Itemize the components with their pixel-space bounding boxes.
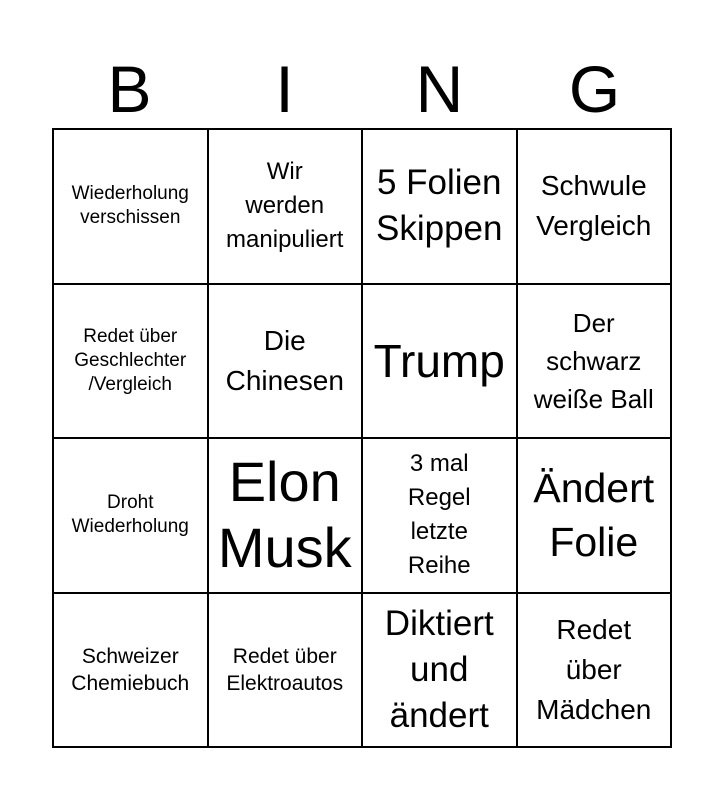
cell-text: Diktiert und ändert — [384, 603, 494, 735]
bingo-cell-r1c3[interactable] — [363, 130, 518, 285]
bingo-header — [52, 50, 672, 128]
bingo-cell-r2c3[interactable] — [363, 285, 518, 440]
cell-text: Schweizer Chemiebuch — [71, 644, 190, 695]
cell-text: Wir werden manipuliert — [226, 158, 344, 254]
cell-text: Elon Musk — [217, 450, 352, 580]
bingo-cell-r2c2[interactable] — [209, 285, 364, 440]
bingo-cell-r3c3[interactable] — [363, 439, 518, 594]
header-letter-g: G — [568, 52, 621, 126]
bingo-cell-r4c2[interactable] — [209, 594, 364, 749]
bingo-cell-r2c4[interactable] — [518, 285, 673, 440]
cell-text: 5 Folien Skippen — [376, 163, 503, 249]
cell-text: Redet über Geschlechter /Vergleich — [74, 325, 187, 395]
bingo-cell-r3c4[interactable] — [518, 439, 673, 594]
cell-text: Der schwarz weiße Ball — [533, 307, 654, 414]
cell-text: Redet über Mädchen — [536, 613, 652, 725]
cell-text: Die Chinesen — [225, 324, 344, 396]
header-letter-b: B — [107, 52, 152, 126]
cell-text: Schwule Vergleich — [536, 170, 652, 242]
bingo-cell-r4c1[interactable] — [54, 594, 209, 749]
bingo-cell-r1c2[interactable] — [209, 130, 364, 285]
bingo-cell-r4c4[interactable] — [518, 594, 673, 749]
cell-text: Redet über Elektroautos — [226, 644, 344, 695]
bingo-cell-r3c2[interactable] — [209, 439, 364, 594]
bingo-cell-r3c1[interactable] — [54, 439, 209, 594]
bingo-cell-r1c1[interactable] — [54, 130, 209, 285]
bingo-cell-r2c1[interactable] — [54, 285, 209, 440]
cell-text: Ändert Folie — [533, 465, 655, 566]
cell-text: Trump — [373, 334, 505, 387]
header-letter-i: I — [275, 52, 294, 126]
bingo-board — [52, 128, 672, 748]
cell-text: 3 mal Regel letzte Reihe — [407, 450, 471, 580]
bingo-cell-r4c3[interactable] — [363, 594, 518, 749]
bingo-cell-r1c4[interactable] — [518, 130, 673, 285]
header-letter-n: N — [415, 52, 464, 126]
cell-text: Droht Wiederholung — [71, 492, 189, 538]
cell-text: Wiederholung verschissen — [71, 183, 189, 229]
